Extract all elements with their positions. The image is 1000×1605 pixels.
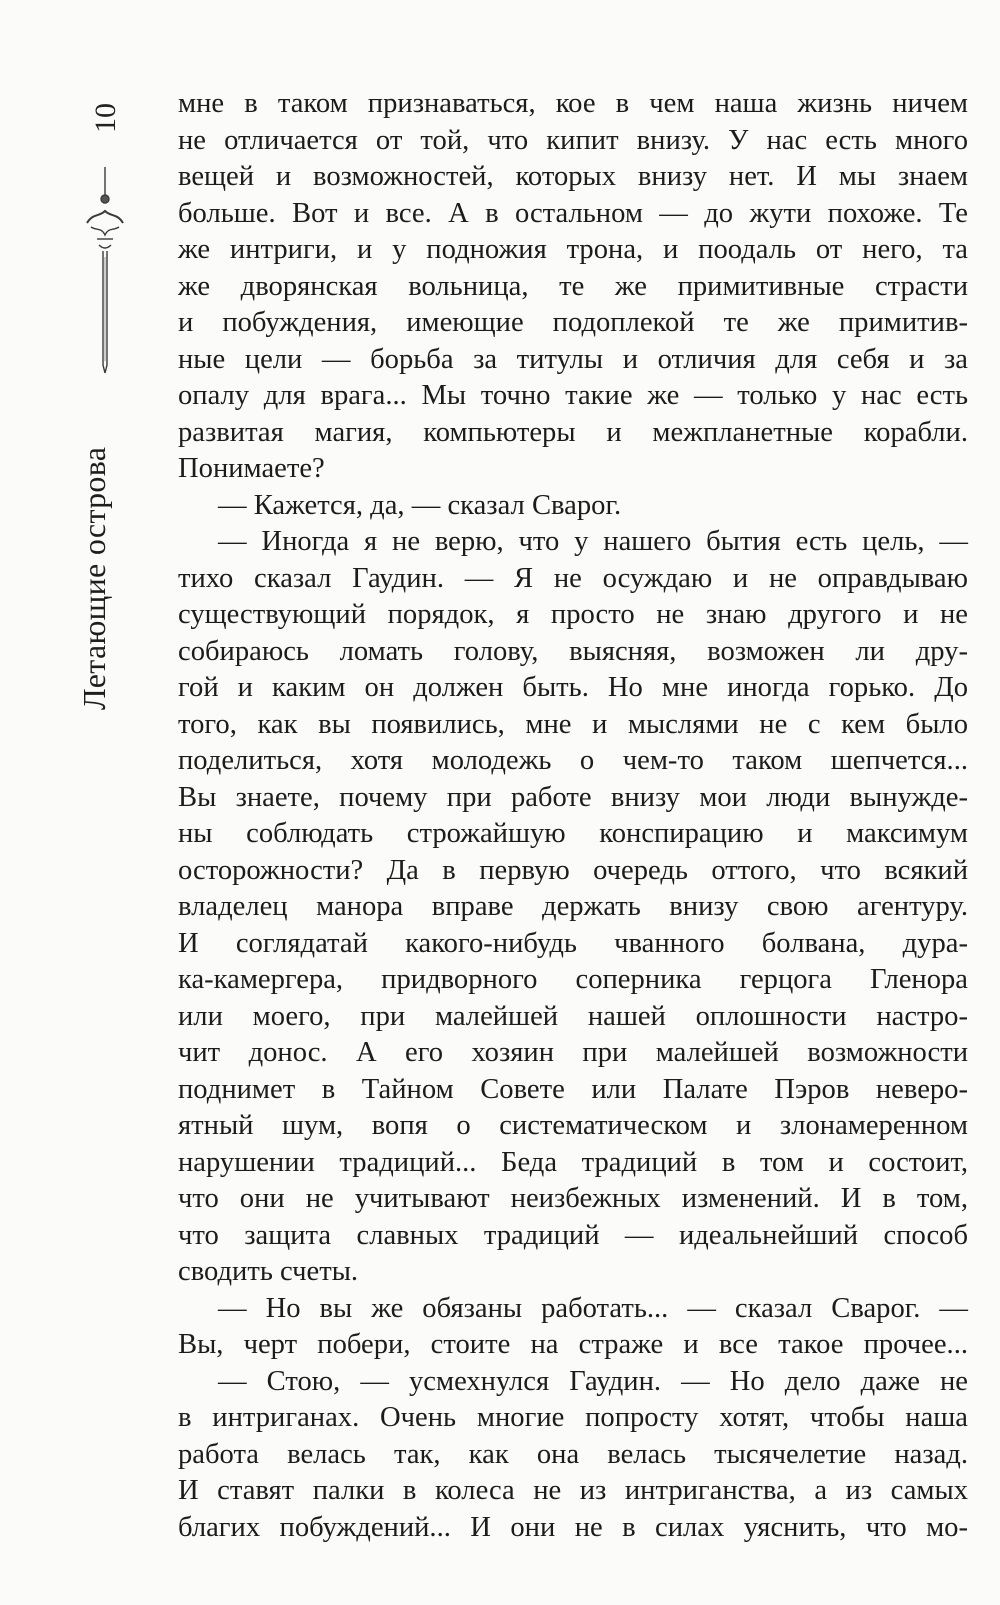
text-line: ные цели — борьба за титулы и отличия для себя и за [178, 343, 968, 375]
text-line: ятный шум, вопя о систематическом и злонамеренном [178, 1110, 968, 1141]
text-line: владелец манора вправе держать внизу свою агентуру. [178, 891, 968, 922]
text-line: поделиться, хотя молодежь о чем-то таком шепчется... [178, 745, 968, 776]
text-line: существующий порядок, я просто не знаю другого и не [178, 599, 968, 630]
text-line: не отличается от той, что кипит внизу. У нас есть много [178, 124, 968, 156]
text-line: ны соблюдать строжайшую конспирацию и максимум [178, 818, 968, 849]
sword-icon [83, 165, 127, 375]
text-line: же интриги, и у подножия трона, и поодаль от него, та [178, 234, 968, 265]
text-line: И ставят палки в колеса не из интриганства, а из самых [178, 1475, 968, 1506]
text-line: работа велась так, как она велась тысячелетие назад. [178, 1438, 968, 1470]
text-line: развитая магия, компьютеры и межпланетные корабли. [178, 416, 968, 448]
text-line: Понимаете? [178, 453, 325, 484]
text-line: осторожности? Да в первую очередь оттого, что всякий [178, 854, 968, 886]
text-line: что они не учитывают неизбежных изменений. И в том, [178, 1183, 968, 1214]
text-line: — Но вы же обязаны работать... — сказал Сварог. — [218, 1292, 968, 1324]
text-line: тихо сказал Гаудин. — Я не осуждаю и не оправдываю [178, 562, 968, 594]
page-number: 10 [89, 103, 122, 133]
text-line: собираюсь ломать голову, выясняя, возможен ли дру- [178, 635, 968, 667]
text-line: сводить счеты. [178, 1256, 359, 1287]
text-line: и побуждения, имеющие подоплекой те же примитив- [178, 307, 968, 338]
text-line: чит донос. А его хозяин при малейшей возможности [178, 1037, 968, 1068]
page-sidebar [70, 80, 140, 710]
body-text [178, 86, 968, 1546]
text-line: И соглядатай какого-нибудь чванного болвана, дура- [178, 927, 968, 959]
text-line: того, как вы появились, мне и мыслями не с кем было [178, 708, 968, 740]
text-line: — Иногда я не верю, что у нашего бытия есть цель, — [218, 526, 968, 557]
text-line: поднимет в Тайном Совете или Палате Пэров неверо- [178, 1073, 968, 1105]
text-line: гой и каким он должен быть. Но мне иногда горько. До [178, 672, 968, 703]
text-line: опалу для врага... Мы точно такие же — только у нас есть [178, 380, 968, 411]
text-line: или моего, при малейшей нашей оплошности настро- [178, 1000, 968, 1032]
text-line: больше. Вот и все. А в остальном — до жути похоже. Те [178, 197, 968, 229]
text-line: Вы знаете, почему при работе внизу мои люди вынужде- [178, 781, 968, 813]
running-title: Летающие острова [76, 446, 112, 710]
text-line: же дворянская вольница, те же примитивные страсти [178, 270, 968, 302]
text-line: ка-камергера, придворного соперника герцога Гленора [178, 964, 968, 995]
text-line: Вы, черт побери, стоите на страже и все такое прочее... [178, 1329, 968, 1360]
text-line: — Кажется, да, — сказал Сварог. [218, 489, 622, 521]
text-line: нарушении традиций... Беда традиций в том и состоит, [178, 1146, 968, 1178]
text-line: в интриганах. Очень многие попросту хотят, чтобы наша [178, 1402, 968, 1433]
text-line: благих побуждений... И они не в силах уяснить, что мо- [178, 1511, 968, 1543]
text-line: — Стою, — усмехнулся Гаудин. — Но дело даже не [218, 1365, 968, 1397]
text-line: вещей и возможностей, которых внизу нет. И мы знаем [178, 161, 968, 192]
text-line: что защита славных традиций — идеальнейший способ [178, 1219, 968, 1251]
text-line: мне в таком признаваться, кое в чем наша жизнь ничем [178, 88, 968, 119]
